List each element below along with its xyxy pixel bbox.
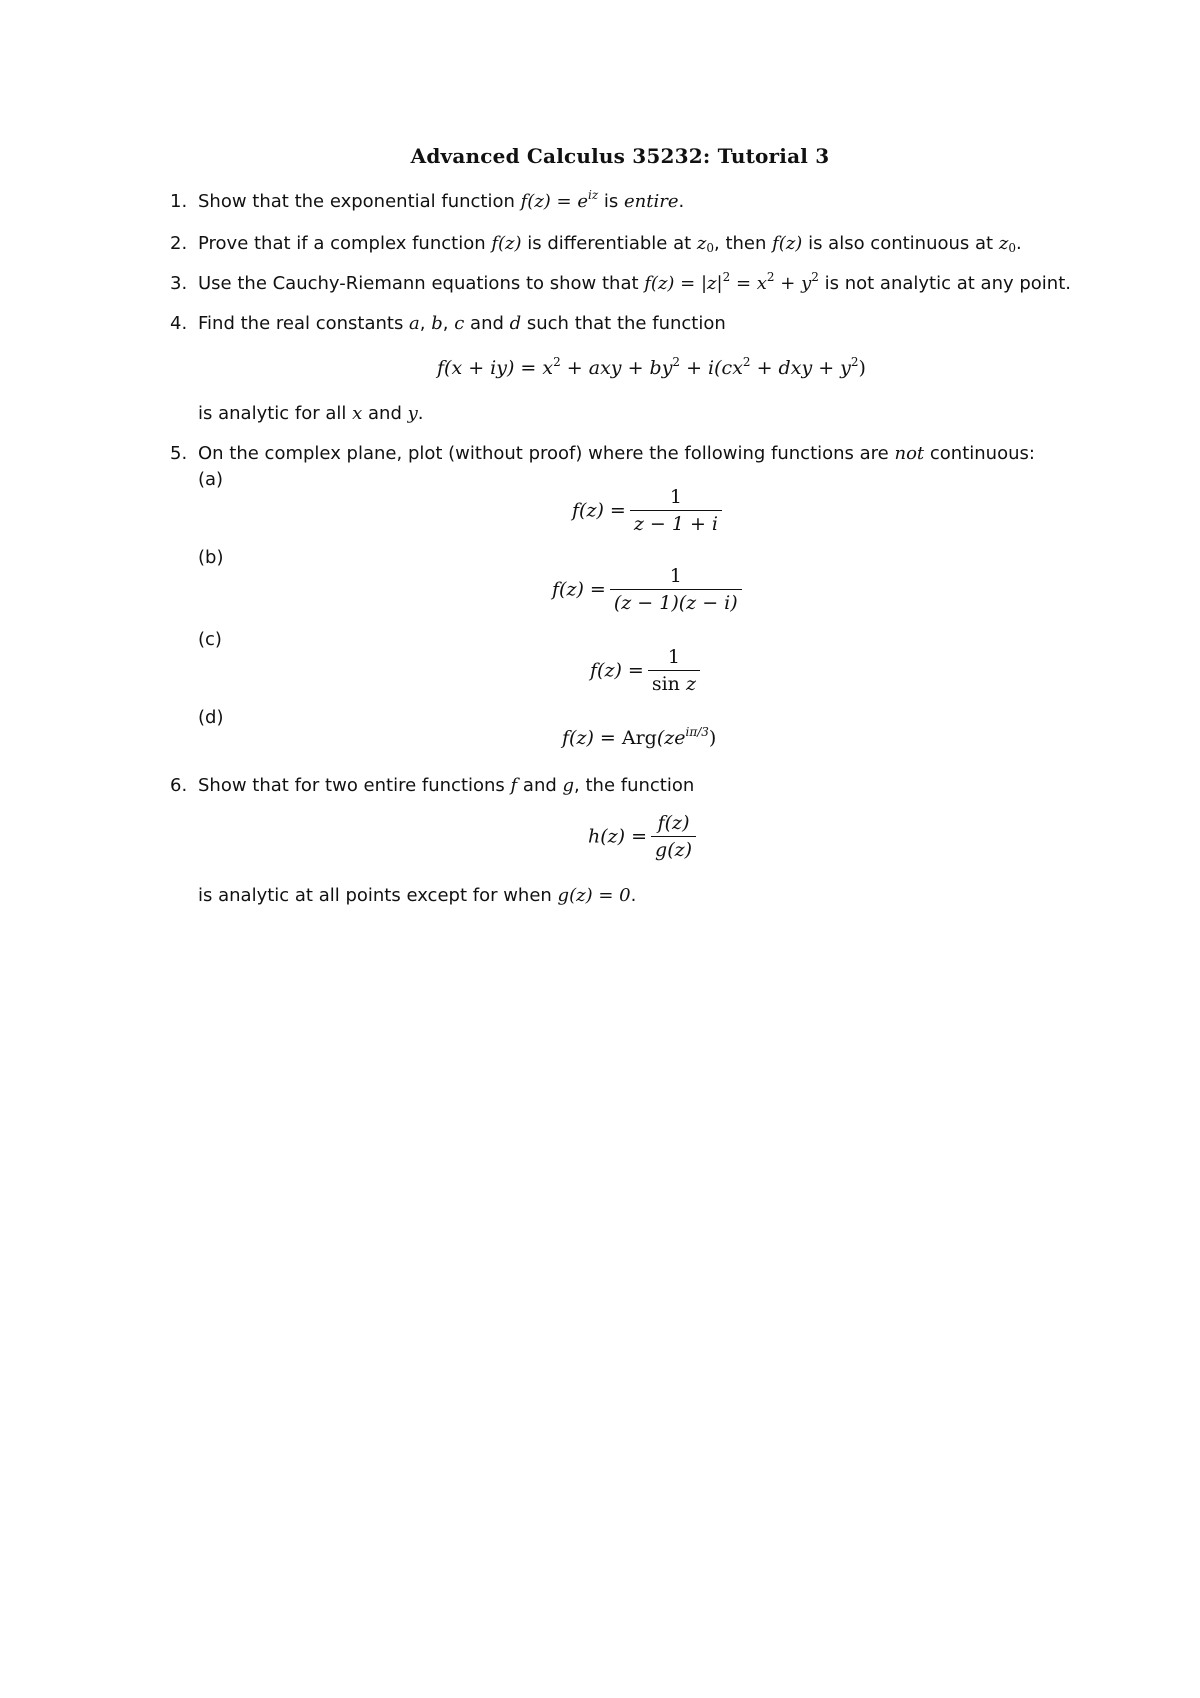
problem-5b-equation: f(z) = $\frac{1}{(z - 1)(z - i)}$ xyxy=(552,565,746,614)
document-title: Advanced Calculus 35232: Tutorial 3 xyxy=(410,144,830,168)
problem-5c-equation: f(z) = $\frac{1}{\text{sin z}}$ xyxy=(590,646,704,695)
problem-6-conclusion: is analytic at all points except for when g(z) = 0. xyxy=(198,885,637,906)
problem-4-text: Find the real constants a, b, c and d such that the function xyxy=(198,313,726,334)
problem-5-number: 5. xyxy=(170,443,188,464)
not-emphasis: not xyxy=(894,443,925,464)
problem-1-text: Show that the exponential function $f(z) = e^{iz}$ is entire. xyxy=(198,188,685,212)
problem-5a-label: (a) xyxy=(198,469,224,490)
problem-4-conclusion: is analytic for all x and y. xyxy=(198,403,424,424)
problem-5-text: On the complex plane, plot (without proof) where the following functions are not continuous: xyxy=(198,443,1035,464)
entire-emphasis: entire xyxy=(624,191,679,212)
problem-5d-equation: $f(z) = Arg(ze^{i\pi/3})$ xyxy=(562,725,717,749)
problem-4-equation: $f(x + iy) = x^2$ + axy + $by^2 + i(cx^2$ + dxy + $y^2$) xyxy=(437,355,866,379)
problem-5b-label: (b) xyxy=(198,547,224,568)
problem-2-number: 2. xyxy=(170,233,188,254)
problem-6-number: 6. xyxy=(170,775,188,796)
problem-4-number: 4. xyxy=(170,313,188,334)
problem-5a-equation: f(z) = $\frac{1}{z - 1 + i}$ xyxy=(572,486,726,535)
problem-5d-label: (d) xyxy=(198,707,224,728)
problem-3-number: 3. xyxy=(170,273,188,294)
problem-5c-label: (c) xyxy=(198,629,222,650)
problem-3-text: Use the Cauchy-Riemann equations to show that $f(z) = |z|^2 = x^2 + y^2$ is not analytic at any point. xyxy=(198,270,1071,294)
problem-6-equation: h(z) = $\frac{f(z)}{g(z)}$ xyxy=(588,812,700,861)
problem-1-number: 1. xyxy=(170,191,188,212)
problem-6-text: Show that for two entire functions f and g, the function xyxy=(198,775,695,796)
problem-2-text: Prove that if a complex function f(z) is differentiable at $z_0$, then f(z) is also continuous at $z_0$. xyxy=(198,233,1022,255)
